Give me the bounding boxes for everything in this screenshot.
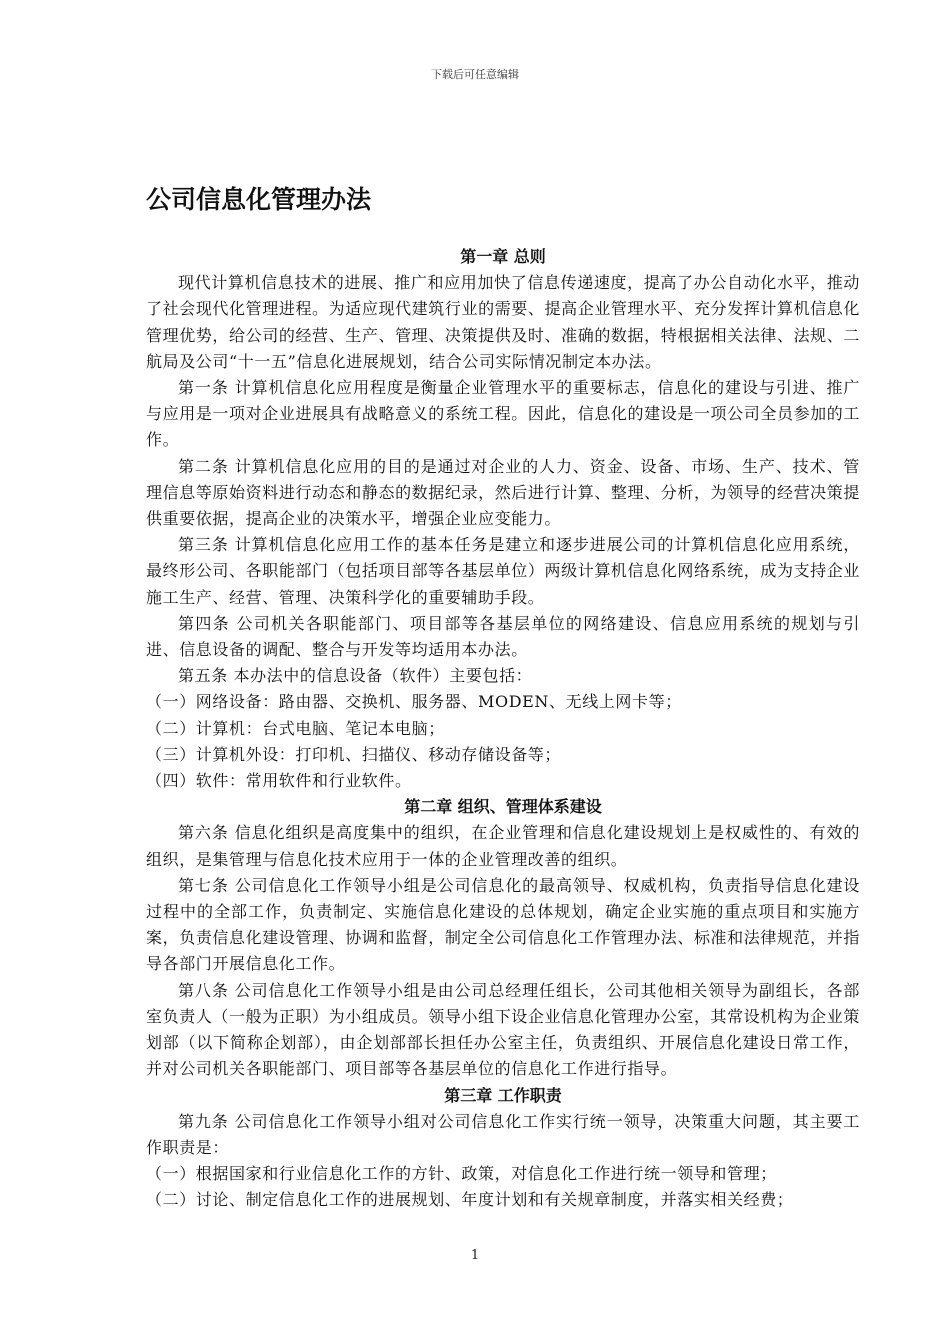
article-5-item: （三）计算机外设：打印机、扫描仪、移动存储设备等； [146, 744, 562, 764]
header-note: 下载后可任意编辑 [431, 68, 519, 81]
article-2: 第二条 计算机信息化应用的目的是通过对企业的人力、资金、设备、市场、生产、技术、管理信息等原始资料进行动态和静态的数据纪录，然后进行计算、整理、分析，为领导的经营决策提供重要依据，提高企业的决策水平，增强企业应变能力。 [146, 456, 860, 529]
article-9: 第九条 公司信息化工作领导小组对公司信息化工作实行统一领导，决策重大问题，其主要工作职责是： [146, 1111, 860, 1157]
article-5: 第五条 本办法中的信息设备（软件）主要包括： [178, 666, 533, 686]
article-9-item: （一）根据国家和行业信息化工作的方针、政策，对信息化工作进行统一领导和管理； [146, 1164, 777, 1184]
article-1: 第一条 计算机信息化应用程度是衡量企业管理水平的重要标志，信息化的建设与引进、推广与应用是一项对企业进展具有战略意义的系统工程。因此，信息化的建设是一项公司全员参加的工作。 [146, 378, 860, 450]
chapter-2-title: 第二章 组织、管理体系建设 [404, 797, 602, 817]
page-number: 1 [470, 1248, 480, 1263]
article-8: 第八条 公司信息化工作领导小组是由公司总经理任组长，公司其他相关领导为副组长，各部室负责人（一般为正职）为小组成员。领导小组下设企业信息化管理办公室，其常设机构为企业策划部（以下简称企划部），由企划部部长担任办公室主任，负责组织、开展信息化建设日常工作，并对公司机关各职能部门、项目部等各基层单位的信息化工作进行指导。 [146, 980, 860, 1079]
article-3: 第三条 计算机信息化应用工作的基本任务是建立和逐步进展公司的计算机信息化应用系统，最终形公司、各职能部门（包括项目部等各基层单位）两级计算机信息化网络系统，成为支持企业施工生产、经营、管理、决策科学化的重要辅助手段。 [146, 535, 860, 607]
document-title: 公司信息化管理办法 [146, 185, 372, 214]
chapter-1-title: 第一章 总则 [460, 247, 546, 266]
article-6: 第六条 信息化组织是高度集中的组织，在企业管理和信息化建设规划上是权威性的、有效的组织，是集管理与信息化技术应用于一体的企业管理改善的组织。 [146, 823, 860, 869]
article-4: 第四条 公司机关各职能部门、项目部等各基层单位的网络建设、信息应用系统的规划与引进、信息设备的调配、整合与开发等均适用本办法。 [146, 613, 860, 660]
article-5-item: （一）网络设备：路由器、交换机、服务器、MODEN、无线上网卡等； [146, 692, 682, 712]
article-5-item: （四）软件：常用软件和行业软件。 [146, 771, 412, 791]
article-9-item: （二）讨论、制定信息化工作的进展规划、年度计划和有关规章制度，并落实相关经费； [146, 1190, 794, 1210]
chapter-3-title: 第三章 工作职责 [444, 1085, 562, 1105]
chapter-1-intro: 现代计算机信息技术的进展、推广和应用加快了信息传递速度，提高了办公自动化水平，推动了社会现代化管理进程。为适应现代建筑行业的需要、提高企业管理水平、充分发挥计算机信息化管理优势，给公司的经营、生产、管理、决策提供及时、准确的数据，特根据相关法律、法规、二航局及公司“十一五”信息化进展规划，结合公司实际情况制定本办法。 [146, 273, 860, 371]
article-5-item: （二）计算机：台式电脑、笔记本电脑； [146, 718, 445, 738]
document-body [146, 244, 860, 1214]
article-7: 第七条 公司信息化工作领导小组是公司信息化的最高领导、权威机构，负责指导信息化建设过程中的全部工作，负责制定、实施信息化建设的总体规划，确定企业实施的重点项目和实施方案，负责信息化建设管理、协调和监督，制定全公司信息化工作管理办法、标准和法律规范，并指导各部门开展信息化工作。 [146, 875, 860, 974]
